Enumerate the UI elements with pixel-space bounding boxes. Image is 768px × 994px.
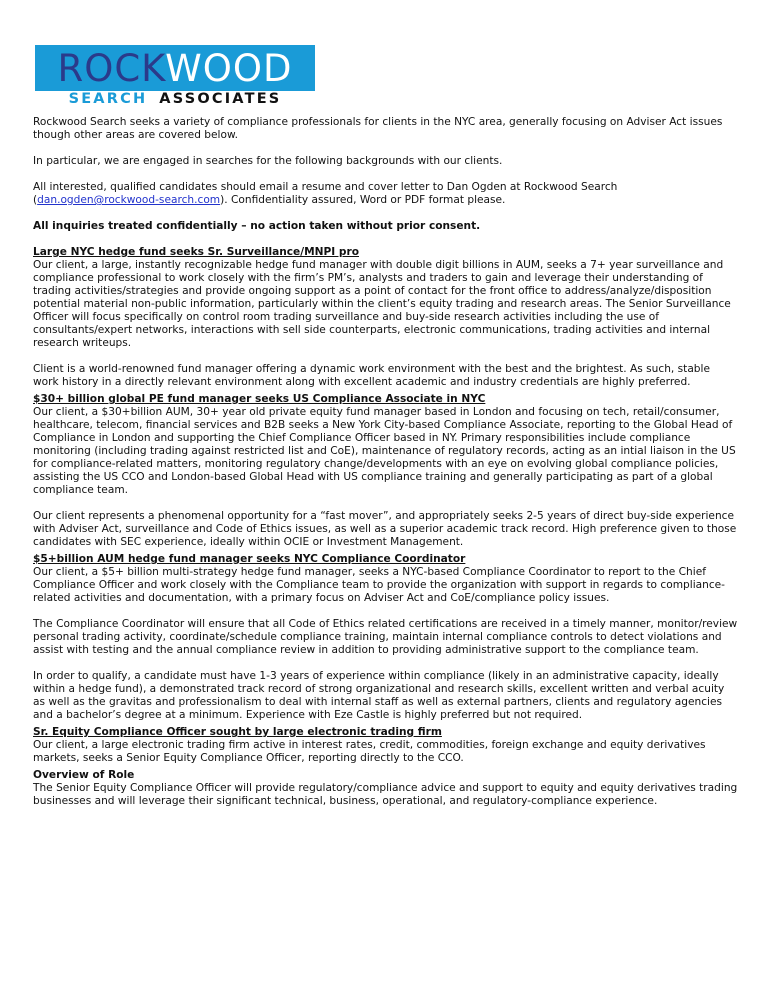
logo-associates: ASSOCIATES: [159, 91, 282, 107]
confidentiality-notice: All inquiries treated confidentially – no action taken without prior consent.: [33, 220, 481, 232]
section-heading: $30+ billion global PE fund manager seeks US Compliance Associate in NYC: [33, 393, 486, 405]
logo-subtitle: [35, 89, 315, 109]
contact-paragraph: All interested, qualified candidates should email a resume and cover letter to Dan Ogden at Rockwood Search (dan.ogden@rockwood-search.com). Confidentiality assured, Word or PDF format please.: [33, 181, 618, 206]
section-heading: Large NYC hedge fund seeks Sr. Surveillance/MNPI pro: [33, 246, 359, 258]
intro-paragraph: Rockwood Search seeks a variety of compliance professionals for clients in the NYC area, generally focusing on Adviser Act issues though other areas are covered below.: [33, 116, 723, 141]
section-paragraph: The Compliance Coordinator will ensure that all Code of Ethics related certifications are received in a timely manner, monitor/review personal trading activity, coordinate/schedule compliance training, maintain internal compliance controls to detect violations and assist with testing and the annual compliance review in addition to providing administrative support to the compliance team.: [33, 618, 738, 656]
section-paragraph: Our client represents a phenomenal opportunity for a “fast mover”, and appropriately seeks 2-5 years of direct buy-side experience with Adviser Act, surveillance and Code of Ethics issues, as well as a superior academic track record. High preference given to those candidates with SEC experience, ideally within OCIE or Investment Management.: [33, 510, 737, 548]
section-paragraph: Client is a world-renowned fund manager offering a dynamic work environment with the best and the brightest. As such, stable work history in a directly relevant environment along with excellent academic and industry credentials are highly preferred.: [33, 363, 710, 388]
logo-wordmark: [35, 48, 315, 90]
section-heading: Sr. Equity Compliance Officer sought by large electronic trading firm: [33, 726, 442, 738]
document-body: [33, 116, 738, 808]
section-paragraph: The Senior Equity Compliance Officer will provide regulatory/compliance advice and support to equity and equity derivatives trading businesses and will leverage their significant technical, business, operational, and regulatory-compliance experience.: [33, 782, 738, 807]
section-paragraph: Our client, a $30+billion AUM, 30+ year old private equity fund manager based in London and focusing on tech, retail/consumer, healthcare, telecom, financial services and B2B seeks a New York City-based Compliance Associate, reporting to the Global Head of Compliance in London and supporting the Chief Compliance Officer based in NY. Primary responsibilities include compliance monitoring (including trading against restricted list and CoE), maintenance of regulatory records, acting as an intial liaison in the US for compliance-related matters, monitoring regulatory change/developments with an eye on evolving global compliance policies, assisting the US CCO and London-based Global Head with US compliance training and generally participating as part of a global compliance team.: [33, 406, 736, 496]
logo-wood: WOOD: [165, 47, 293, 90]
logo-search: SEARCH: [68, 91, 148, 107]
logo-rock: ROCK: [57, 47, 166, 90]
rockwood-logo: [35, 45, 315, 109]
email-link[interactable]: dan.ogden@rockwood-search.com: [37, 194, 221, 206]
section-paragraph: Our client, a $5+ billion multi-strategy hedge fund manager, seeks a NYC-based Compliance Coordinator to report to the Chief Compliance Officer and work closely with the Compliance team to provide the organization with support in regards to compliance-related activities and documentation, with a primary focus on Adviser Act and CoE/compliance policy issues.: [33, 566, 726, 604]
section-paragraph: In order to qualify, a candidate must have 1-3 years of experience within compliance (likely in an administrative capacity, ideally within a hedge fund), a demonstrated track record of strong organizational and research skills, excellent written and verbal acuity as well as the gravitas and professionalism to deal with internal staff as well as external partners, clients and regulatory agencies and a bachelor’s degree at a minimum. Experience with Eze Castle is highly preferred but not required.: [33, 670, 725, 721]
section-paragraph: Our client, a large electronic trading firm active in interest rates, credit, commodities, foreign exchange and equity derivatives markets, seeks a Senior Equity Compliance Officer, reporting directly to the CCO.: [33, 739, 706, 764]
section-heading: $5+billion AUM hedge fund manager seeks NYC Compliance Coordinator: [33, 553, 466, 565]
section-paragraph: Our client, a large, instantly recognizable hedge fund manager with double digit billions in AUM, seeks a 7+ year surveillance and compliance professional to work closely with the firm’s PM’s, analysts and traders to gain and leverage their understanding of trading activities/strategies and provide ongoing support as a point of contact for the front office to address/analyze/disposition potential material non-public information, particularly within the client’s equity trading and research areas. The Senior Surveillance Officer will focus specifically on control room trading surveillance and buy-side research activities including the use of consultants/expert networks, interactions with sell side counterparts, electronic communications, trading activities and internal research writeups.: [33, 259, 731, 349]
intro-paragraph: In particular, we are engaged in searches for the following backgrounds with our clients.: [33, 155, 503, 167]
section-subheading: Overview of Role: [33, 769, 135, 781]
